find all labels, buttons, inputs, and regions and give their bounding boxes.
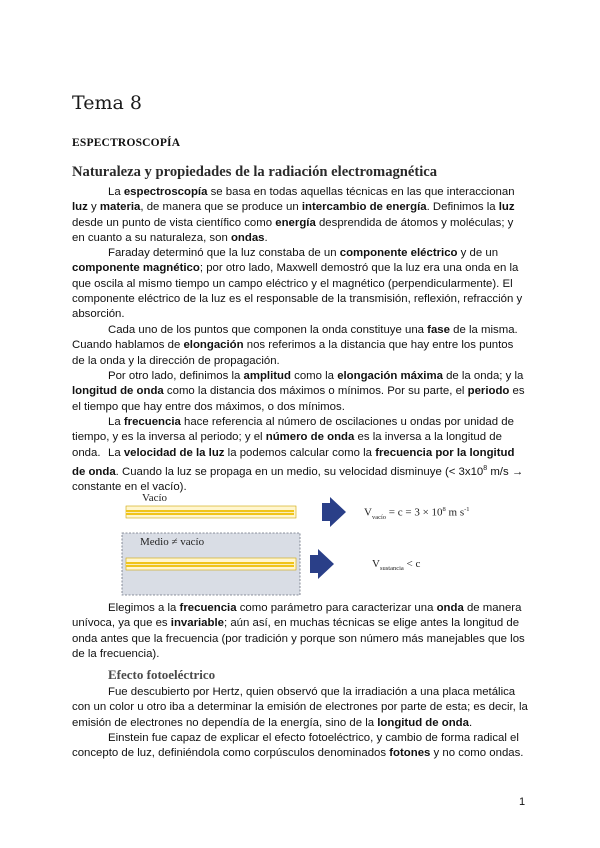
page-number: 1 <box>519 796 526 808</box>
paragraph-hertz: Fue descubierto por Hertz, quien observó que la irradiación a una placa metálica con un color u otro iba a determinar la emisión de electrones por parte de esta; es decir, la emisión de electrones no dependía de la energía, sino de la longitud de onda. <box>72 686 528 729</box>
equation-vacuum: $V_{vacío} = c = 3 \times 10^8$ m $s^{-1}$ <box>364 506 470 521</box>
subsection-heading: Efecto fotoeléctrico <box>108 667 216 682</box>
paragraph-velocidad: La velocidad de la luz la podemos calcular como la frecuencia por la longitud de onda. Cuando la luz se propaga en un medio, su velocidad disminuye (< $3x10^8$ m/s → constante en el vacío). <box>72 447 524 494</box>
light-speed-figure <box>72 488 528 598</box>
paragraph-frecuencia: La frecuencia hace referencia al número de oscilaciones u ondas por unidad de tiempo, y es la inversa al periodo; y el número de onda es la inversa a la longitud de onda. <box>72 416 514 459</box>
paragraph-amplitud: Por otro lado, definimos la amplitud como la elongación máxima de la onda; y la longitud de onda como la distancia dos máximos o mínimos. Por su parte, el periodo es el tiempo que hay entre dos máximos, o dos mínimos. <box>72 370 525 413</box>
arrow-vacuum-shaft-start <box>322 503 332 521</box>
label-vacio: Vacío <box>142 492 168 504</box>
chapter-subject: ESPECTROSCOPÍA <box>72 137 181 149</box>
paragraph-espectroscopia: La espectroscopía se basa en todas aquellas técnicas en las que interaccionan luz y materia, de manera que se produce un intercambio de energía. Definimos la luz desde un punto de vista científico como energía desprendida de átomos y moléculas; y en cuanto a su naturaleza, son ondas. <box>72 186 515 244</box>
arrow-medium <box>310 549 334 579</box>
label-medio: Medio ≠ vacío <box>140 536 205 548</box>
chapter-title: Tema 8 <box>72 92 142 114</box>
paragraph-einstein: Einstein fue capaz de explicar el efecto fotoeléctrico, y cambio de forma radical el concepto de luz, definiéndola como corpúsculos denominados fotones y no como ondas. <box>72 732 524 760</box>
paragraph-fase: Cada uno de los puntos que componen la onda constituye una fase de la misma. Cuando hablamos de elongación nos referimos a la distancia que hay entre los puntos de la onda y la dirección de propagación. <box>72 324 518 367</box>
section-heading: Naturaleza y propiedades de la radiación electromagnética <box>72 164 438 180</box>
paragraph-faraday: Faraday determinó que la luz constaba de un componente eléctrico y de un componente magnético; por otro lado, Maxwell demostró que la luz era una onda en la que oscila al mismo tiempo un campo eléctrico y el magnético (perpendicularmente). El componente eléctrico de la luz es el responsable de la transmisión, reflexión, refracción y absorción. <box>72 247 523 321</box>
paragraph-elegimos: Elegimos a la frecuencia como parámetro para caracterizar una onda de manera unívoca, ya que es invariable; aún así, en muchas técnicas se elige antes la longitud de onda antes que la frecuencia (por tradición y porque son número más manejables que los de la frecuencia). <box>72 602 525 660</box>
equation-medium: $V_{sustancia} < c$ <box>372 558 421 573</box>
